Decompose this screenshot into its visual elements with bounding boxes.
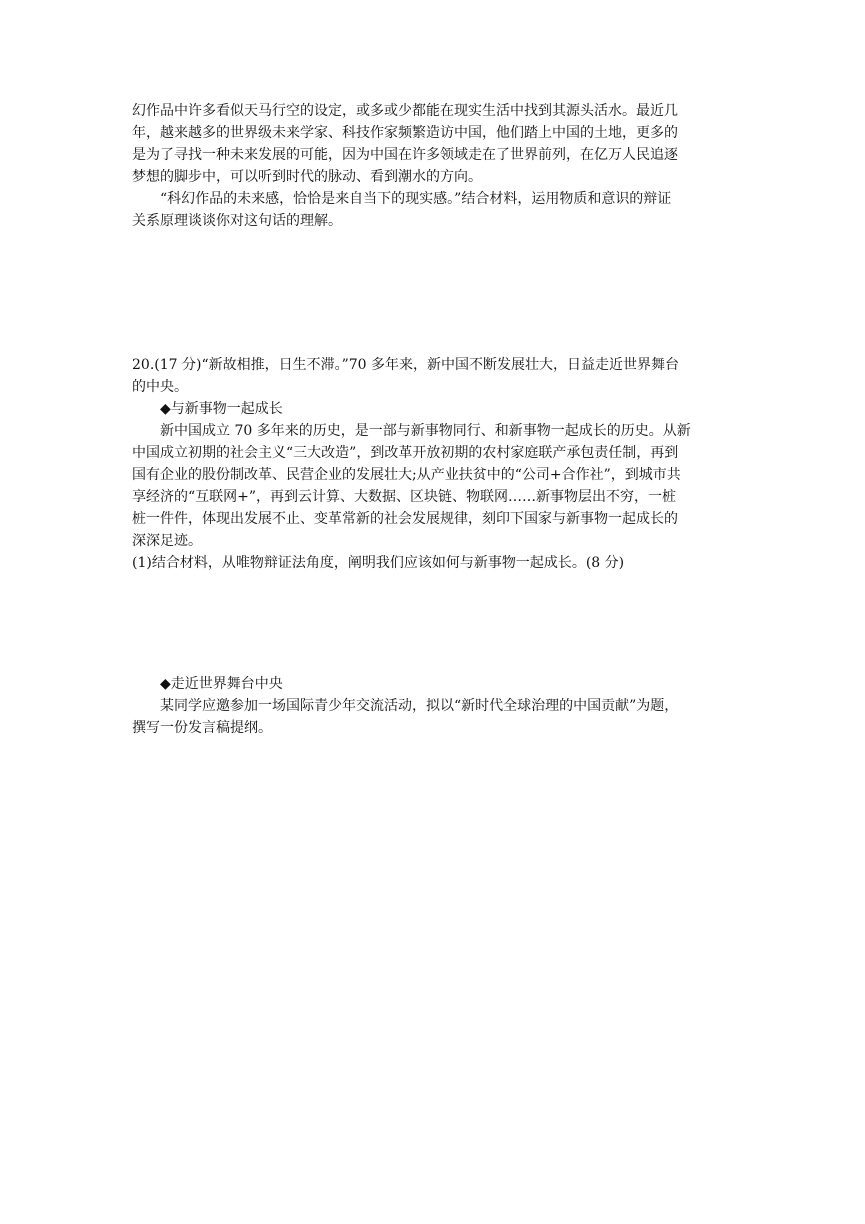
passage-line: 年，越来越多的世界级未来学家、科技作家频繁造访中国，他们踏上中国的土地，更多的 (132, 125, 678, 141)
material-line: 撰写一份发言稿提纲。 (132, 720, 272, 736)
material-line: 新中国成立 70 多年来的历史，是一部与新事物同行、和新事物一起成长的历史。从新 (160, 423, 691, 439)
question-20-section-2 (132, 673, 737, 739)
material-line: 深深足迹。 (132, 533, 202, 549)
section-heading: ◆走近世界舞台中央 (160, 676, 283, 692)
passage-line: 幻作品中许多看似天马行空的设定，或多或少都能在现实生活中找到其源头活水。最近几 (132, 103, 678, 119)
question-20-title-line: 20.(17 分)“新故相推，日生不滞。”70 多年来，新中国不断发展壮大，日益走近世界舞台 (132, 357, 680, 373)
material-line: 桩一件件，体现出发展不止、变革常新的社会发展规律，刻印下国家与新事物一起成长的 (132, 511, 678, 527)
question-19-prompt-line: “科幻作品的未来感，恰恰是来自当下的现实感。”结合材料，运用物质和意识的辩证 (160, 191, 672, 207)
material-line: 某同学应邀参加一场国际青少年交流活动，拟以“新时代全球治理的中国贡献”为题， (160, 698, 679, 714)
passage-19 (132, 100, 737, 232)
question-19-prompt-line: 关系原理谈谈你对这句话的理解。 (132, 213, 342, 229)
material-line: 中国成立初期的社会主义“三大改造”，到改革开放初期的农村家庭联产承包责任制，再到 (132, 445, 679, 461)
passage-line: 是为了寻找一种未来发展的可能，因为中国在许多领域走在了世界前列，在亿万人民追逐 (132, 147, 678, 163)
passage-line: 梦想的脚步中，可以听到时代的脉动、看到潮水的方向。 (132, 169, 482, 185)
sub-question-1: (1)结合材料，从唯物辩证法角度，阐明我们应该如何与新事物一起成长。(8 分) (132, 555, 625, 571)
material-line: 国有企业的股份制改革、民营企业的发展壮大;从产业扶贫中的“公司+合作社”，到城市共 (132, 467, 681, 483)
question-20-intro (132, 354, 737, 574)
section-heading: ◆与新事物一起成长 (160, 401, 283, 417)
question-20-title-line: 的中央。 (132, 379, 188, 395)
material-line: 享经济的“互联网+”，再到云计算、大数据、区块链、物联网……新事物层出不穷，一桩 (132, 489, 677, 505)
